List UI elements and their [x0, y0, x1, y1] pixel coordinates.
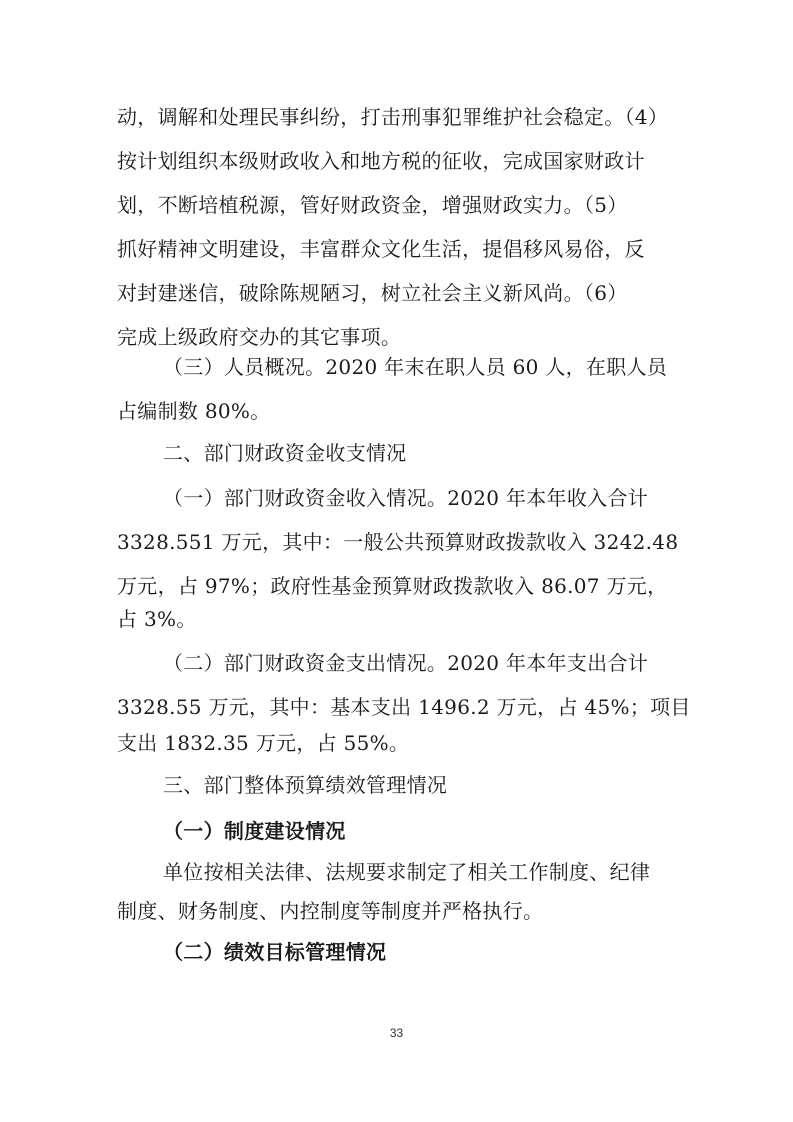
paragraph-line: （二）部门财政资金支出情况。2020 年本年支出合计 — [163, 651, 649, 675]
paragraph-line: 单位按相关法律、法规要求制定了相关工作制度、纪律 — [163, 860, 651, 884]
paragraph-line: 按计划组织本级财政收入和地方税的征收，完成国家财政计 — [117, 149, 645, 173]
paragraph-line: 3328.55 万元，其中：基本支出 1496.2 万元，占 45%；项目 — [117, 695, 691, 719]
paragraph-line: 划，不断培植税源，管好财政资金，增强财政实力。（5） — [117, 193, 628, 217]
paragraph-line: 3328.551 万元，其中：一般公共预算财政拨款收入 3242.48 — [117, 530, 679, 554]
section-heading: 二、部门财政资金收支情况 — [163, 441, 407, 465]
page-number: 33 — [389, 1026, 404, 1040]
paragraph-line: 占 3%。 — [117, 607, 197, 631]
paragraph-line: 抓好精神文明建设，丰富群众文化生活，提倡移风易俗，反 — [117, 237, 645, 261]
paragraph-line: 万元，占 97%；政府性基金预算财政拨款收入 86.07 万元， — [117, 574, 668, 598]
paragraph-line: （一）部门财政资金收入情况。2020 年本年收入合计 — [163, 486, 649, 510]
paragraph-line: 制度、财务制度、内控制度等制度并严格执行。 — [117, 899, 544, 923]
subsection-heading: （二）绩效目标管理情况 — [163, 940, 387, 964]
paragraph-line: 占编制数 80%。 — [117, 399, 271, 423]
section-heading: 三、部门整体预算绩效管理情况 — [163, 773, 448, 797]
paragraph-line: 支出 1832.35 万元，占 55%。 — [117, 731, 410, 755]
paragraph-line: （三）人员概况。2020 年末在职人员 60 人，在职人员 — [163, 355, 668, 379]
paragraph-line: 完成上级政府交办的其它事项。 — [117, 325, 402, 349]
subsection-heading: （一）制度建设情况 — [163, 819, 346, 843]
paragraph-line: 动，调解和处理民事纠纷，打击刑事犯罪维护社会稳定。（4） — [117, 105, 669, 129]
paragraph-line: 对封建迷信，破除陈规陋习，树立社会主义新风尚。（6） — [117, 281, 628, 305]
